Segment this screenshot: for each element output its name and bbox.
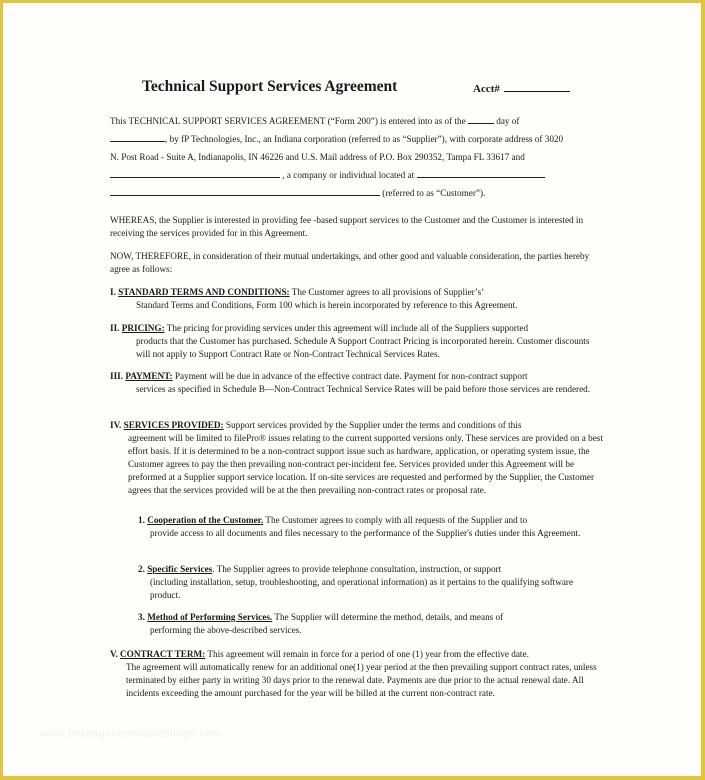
intro-line-3: N. Post Road - Suite A, Indianapolis, IN 46226 and U.S. Mail address of P.O. Box 290352, Tampa FL 33617 and <box>110 152 525 162</box>
intro-line-4 <box>110 166 600 184</box>
subsection-text: The Supplier will determine the method, details, and means of <box>274 612 504 622</box>
section-text: Payment will be due in advance of the effective contract date. Payment for non-contract support <box>174 371 528 381</box>
title-row <box>142 78 602 96</box>
whereas-paragraph: WHEREAS, the Supplier is interested in providing fee -based support services to the Customer and the Customer is interested in receiving the services provided for in this Agreement. <box>110 215 584 238</box>
account-number-field <box>473 81 570 95</box>
subsection-specific-services <box>138 563 603 602</box>
section-text: Support services provided by the Supplier under the terms and conditions of this <box>225 420 522 430</box>
intro-line-5 <box>110 184 600 202</box>
section-heading: SERVICES PROVIDED: <box>123 420 224 430</box>
subsection-number: 3. <box>138 612 145 622</box>
subsection-heading: Specific Services <box>147 564 213 574</box>
section-text: The pricing for providing services under this agreement will include all of the Suppliers supported <box>166 323 529 333</box>
customer-name-blank[interactable] <box>110 168 280 178</box>
day-blank[interactable] <box>468 114 494 124</box>
section-heading: PRICING: <box>121 323 165 333</box>
section-number: II. <box>110 323 120 333</box>
section-text: Standard Terms and Conditions, Form 100 which is herein incorporated by reference to this Agreement. <box>136 300 518 310</box>
intro-text: , by fP Technologies, Inc., an Indiana corporation (referred to as “Supplier”), with corporate address of 3020 <box>165 134 564 144</box>
subsection-heading: Cooperation of the Customer. <box>147 515 264 525</box>
section-text: products that the Customer has purchased. Schedule A Support Contract Pricing is incorporated herein. Customer discounts will not apply to Support Contract Rate or Non-Contract Technical Services Rates. <box>136 336 590 359</box>
intro-line-2 <box>110 130 600 148</box>
section-number: V. <box>110 649 118 659</box>
watermark: www.heritagechristiancollege.com <box>40 728 222 740</box>
section-pricing <box>110 322 605 361</box>
month-year-blank[interactable] <box>110 132 165 142</box>
section-contract-term <box>110 648 605 700</box>
section-text: This agreement will remain in force for a period of one (1) year from the effective date. <box>207 649 529 659</box>
subsection-method <box>138 611 603 637</box>
intro-paragraph <box>110 112 600 202</box>
subsection-number: 1. <box>138 515 145 525</box>
section-number: IV. <box>110 420 122 430</box>
section-standard-terms <box>110 286 605 312</box>
subsection-text: provide access to all documents and files necessary to the performance of the Supplier's duties under this Agreement. <box>150 528 581 538</box>
section-heading: CONTRACT TERM: <box>120 649 206 659</box>
customer-address-blank-2[interactable] <box>110 186 380 196</box>
now-therefore-paragraph: NOW, THEREFORE, in consideration of their mutual undertakings, and other good and valuable consideration, the parties hereby agree as follows: <box>110 251 590 274</box>
account-label: Acct# <box>473 83 500 95</box>
section-payment <box>110 370 605 396</box>
account-number-blank[interactable] <box>504 81 570 92</box>
intro-text: (referred to as “Customer”). <box>382 188 486 198</box>
subsection-text: (including installation, setup, troubleshooting, and operational information) as it pertains to the qualifying software product. <box>150 577 574 600</box>
subsection-text: . The Supplier agrees to provide telephone consultation, instruction, or support <box>212 564 502 574</box>
section-services-provided <box>110 419 605 497</box>
section-text: The Customer agrees to all provisions of Supplier’s’ <box>291 287 485 297</box>
intro-text: day of <box>496 116 520 126</box>
intro-text: This TECHNICAL SUPPORT SERVICES AGREEMENT (“Form 200”) is entered into as of the <box>110 116 466 126</box>
intro-line-1 <box>110 112 600 130</box>
subsection-number: 2. <box>138 564 145 574</box>
subsection-text: performing the above-described services. <box>150 625 302 635</box>
document-title: Technical Support Services Agreement <box>142 78 398 95</box>
subsection-heading: Method of Performing Services. <box>147 612 273 622</box>
section-heading: STANDARD TERMS AND CONDITIONS: <box>118 287 290 297</box>
section-heading: PAYMENT: <box>125 371 173 381</box>
section-number: III. <box>110 371 124 381</box>
subsection-text: The Customer agrees to comply with all requests of the Supplier and to <box>265 515 528 525</box>
section-text: services as specified in Schedule B—Non-Contract Technical Service Rates will be paid before those services are rendered. <box>136 384 591 394</box>
section-number: I. <box>110 287 116 297</box>
intro-text: , a company or individual located at <box>282 170 415 180</box>
section-text: agreement will be limited to filePro® issues relating to the current supported versions only. These services are provided on a best effort basis. If it is determined to be a non-contract support issue such as hardware, application, or operating system issue, the Customer agrees to pay the then prevailing non-contract per-incident fee. Services provided under this Agreement will be preformed at a Supplier support service location. If on-site services are requested and performed by the Supplier, the Customer agrees that the services provided will be at the then prevailing non-contract rates or proposal rate. <box>128 433 603 495</box>
subsection-cooperation <box>138 514 603 540</box>
section-text: The agreement will automatically renew for an additional one(1) year period at the then prevailing support contract rates, unless terminated by either party in writing 30 days prior to the renewal date. Payments are due prior to the actual renewal date. All incidents exceeding the amount purchased for the year will be billed at the current non-contract rate. <box>126 662 597 698</box>
customer-address-blank[interactable] <box>417 168 545 178</box>
